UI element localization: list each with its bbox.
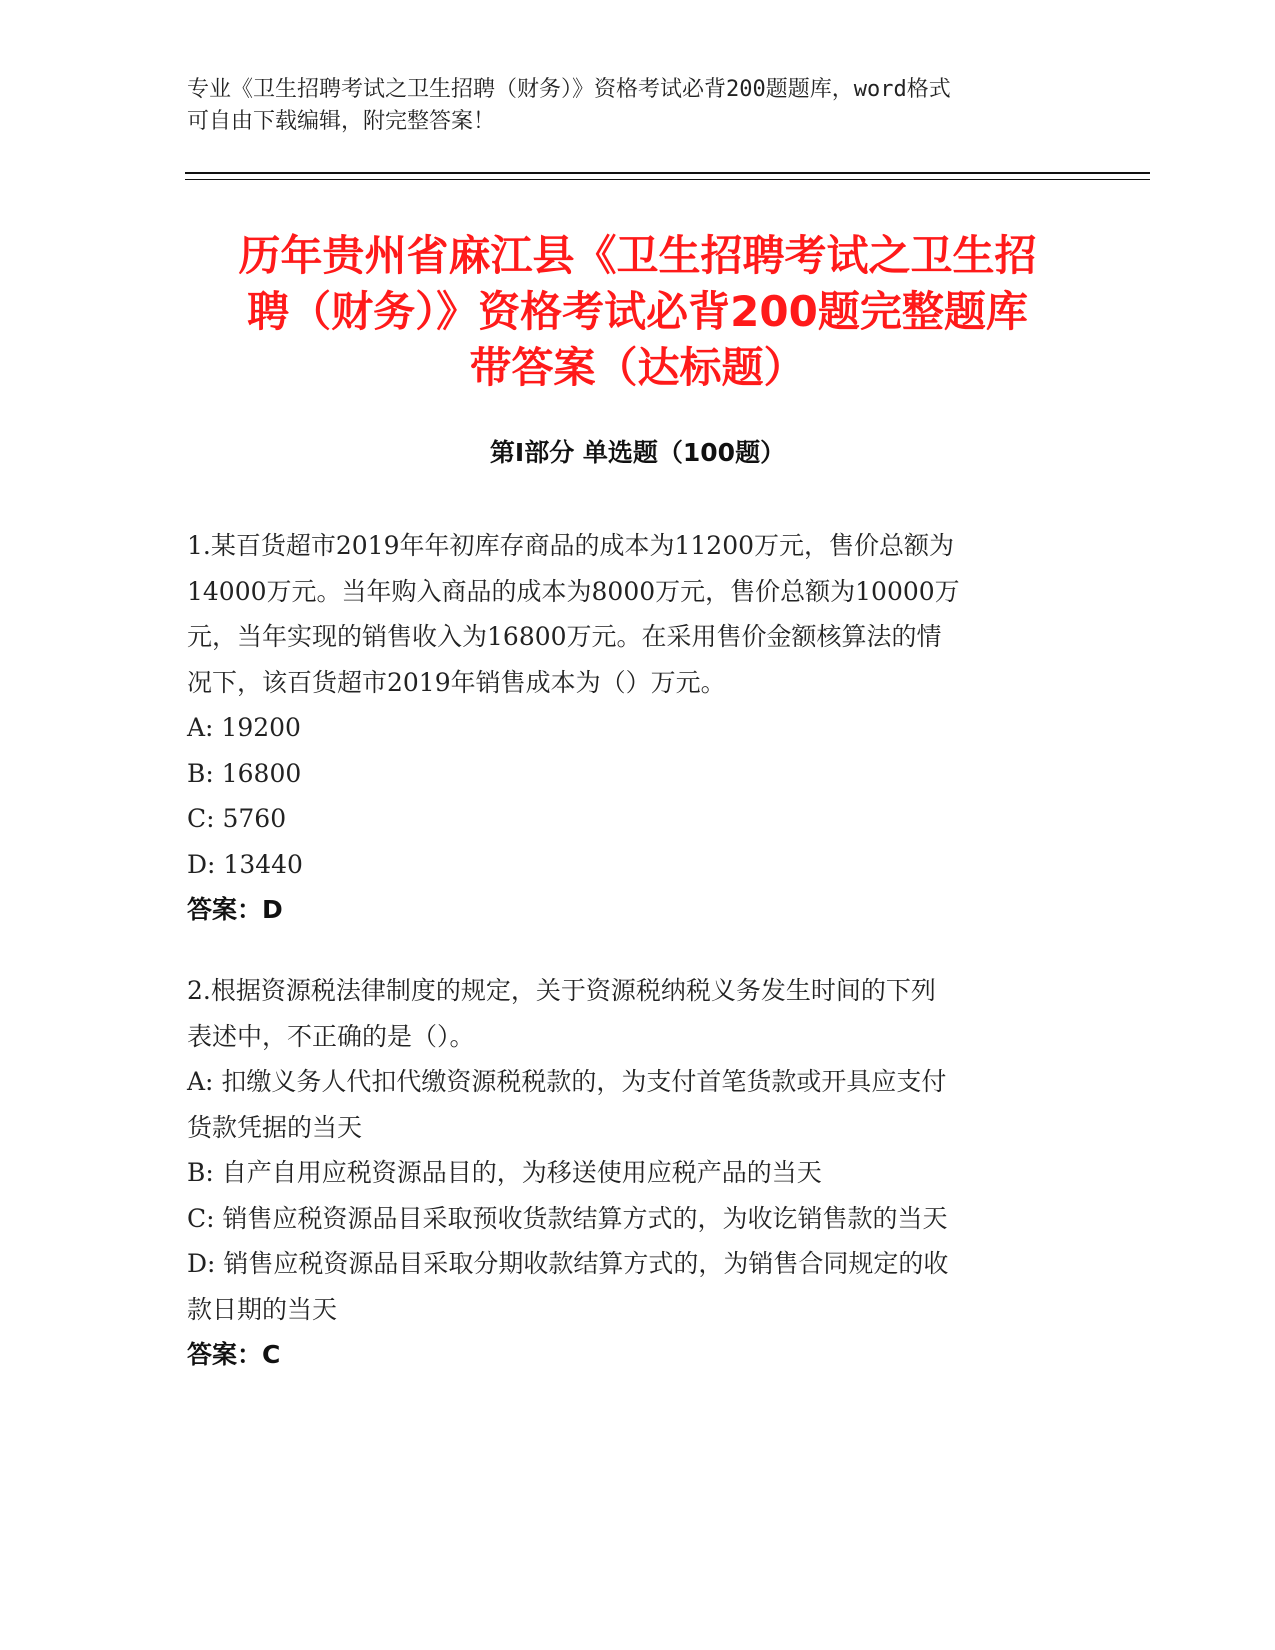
section-heading: 第Ⅰ部分 单选题（100题）	[489, 438, 786, 467]
stem-line: 表述中，不正确的是（）。	[187, 1021, 475, 1051]
title-line-2: 聘（财务）》资格考试必背200题完整题库	[247, 287, 1028, 336]
option-d: D: 销售应税资源品目采取分期收款结算方式的，为销售合同规定的收	[187, 1249, 949, 1278]
option-d: D: 13440	[187, 849, 303, 879]
option-c: C: 销售应税资源品目采取预收货款结算方式的，为收讫销售款的当天	[187, 1203, 948, 1233]
option-a: A: 扣缴义务人代扣代缴资源税税款的，为支付首笔货款或开具应支付	[187, 1067, 947, 1096]
header-divider-thin	[185, 179, 1150, 180]
answer-label: 答案：C	[187, 1340, 281, 1369]
option-d-continued: 款日期的当天	[187, 1294, 338, 1324]
answer-label: 答案：D	[187, 895, 283, 924]
stem-line: 元，当年实现的销售收入为16800万元。在采用售价金额核算法的情	[187, 622, 942, 651]
header-divider-thick	[185, 172, 1150, 174]
question-stem	[187, 968, 1067, 1059]
header-note-line-1: 专业《卫生招聘考试之卫生招聘（财务）》资格考试必背200题题库，word格式	[187, 77, 951, 102]
question-stem	[187, 523, 1067, 705]
header-note	[187, 74, 1067, 138]
option-b: B: 自产自用应税资源品目的，为移送使用应税产品的当天	[187, 1158, 822, 1187]
stem-line: 况下，该百货超市2019年销售成本为（）万元。	[187, 667, 726, 697]
question-2	[187, 968, 1067, 1378]
option-b: B: 16800	[187, 758, 302, 788]
stem-line: 14000万元。当年购入商品的成本为8000万元，售价总额为10000万	[187, 576, 960, 606]
title-line-3: 带答案（达标题）	[469, 343, 806, 392]
document-title	[180, 228, 1095, 396]
option-a-continued: 货款凭据的当天	[187, 1112, 363, 1142]
option-a: A: 19200	[187, 713, 301, 742]
stem-line: 1.某百货超市2019年年初库存商品的成本为11200万元，售价总额为	[187, 531, 955, 560]
stem-line: 2.根据资源税法律制度的规定，关于资源税纳税义务发生时间的下列	[187, 976, 936, 1005]
option-c: C: 5760	[187, 804, 287, 833]
header-note-line-2: 可自由下载编辑，附完整答案！	[187, 109, 496, 134]
title-line-1: 历年贵州省麻江县《卫生招聘考试之卫生招	[238, 231, 1037, 280]
question-1	[187, 523, 1067, 933]
